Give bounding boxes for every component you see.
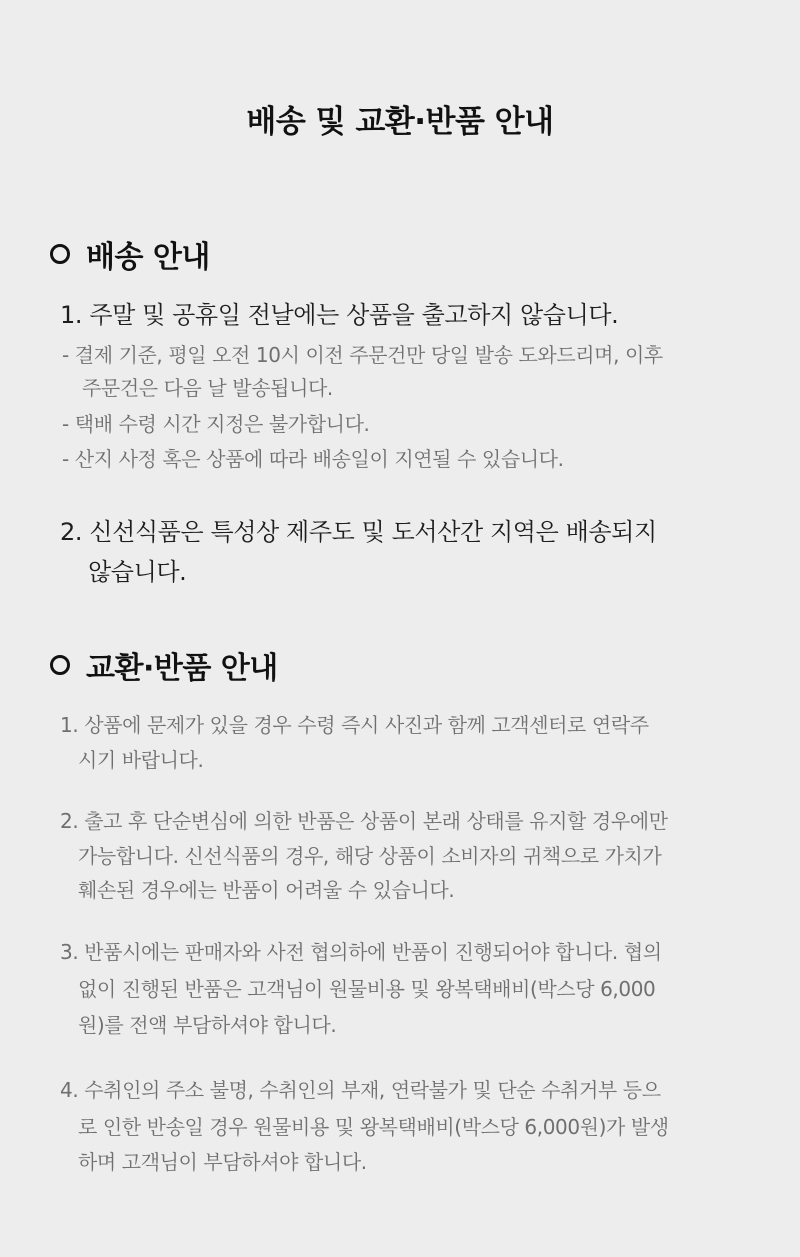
- exchange-item-3-cont-1: 없이 진행된 반품은 고객님이 원물비용 및 왕복택배비(박스당 6,000: [78, 977, 656, 1001]
- exchange-item-1: 1. 상품에 문제가 있을 경우 수령 즉시 사진과 함께 고객센터로 연락주: [60, 713, 649, 737]
- exchange-item-3: 3. 반품시에는 판매자와 사전 협의하에 반품이 진행되어야 합니다. 협의: [60, 940, 662, 964]
- exchange-item-4-cont-1: 로 인한 반송일 경우 원물비용 및 왕복택배비(박스당 6,000원)가 발생: [78, 1115, 669, 1139]
- shipping-note-3: - 산지 사정 혹은 상품에 따라 배송일이 지연될 수 있습니다.: [62, 447, 564, 471]
- shipping-heading-label: 배송 안내: [86, 240, 210, 275]
- exchange-heading-label: 교환·반품 안내: [86, 651, 278, 686]
- exchange-item-2: 2. 출고 후 단순변심에 의한 반품은 상품이 본래 상태를 유지할 경우에만: [60, 809, 668, 833]
- exchange-item-2-cont-2: 훼손된 경우에는 반품이 어려울 수 있습니다.: [78, 878, 455, 902]
- shipping-note-1: - 결제 기준, 평일 오전 10시 이전 주문건만 당일 발송 도와드리며, 이후: [62, 343, 663, 367]
- page-title: 배송 및 교환·반품 안내: [246, 104, 554, 140]
- exchange-item-3-cont-2: 원)를 전액 부담하셔야 합니다.: [78, 1013, 337, 1037]
- exchange-heading: [50, 643, 278, 687]
- shipping-note-2: - 택배 수령 시간 지정은 불가합니다.: [62, 412, 370, 436]
- exchange-item-4: 4. 수취인의 주소 불명, 수취인의 부재, 연락불가 및 단순 수취거부 등으: [60, 1078, 661, 1102]
- exchange-item-1-cont: 시기 바랍니다.: [78, 748, 204, 772]
- shipping-item-2-cont: 않습니다.: [88, 558, 187, 586]
- circle-bullet-icon: [50, 244, 70, 264]
- shipping-heading: [50, 232, 210, 276]
- shipping-note-1-cont: 주문건은 다음 날 발송됩니다.: [82, 376, 333, 400]
- exchange-item-4-cont-2: 하며 고객님이 부담하셔야 합니다.: [78, 1150, 367, 1174]
- shipping-item-1: 1. 주말 및 공휴일 전날에는 상품을 출고하지 않습니다.: [60, 301, 619, 329]
- shipping-item-2: 2. 신선식품은 특성상 제주도 및 도서산간 지역은 배송되지: [60, 518, 657, 546]
- exchange-item-2-cont-1: 가능합니다. 신선식품의 경우, 해당 상품이 소비자의 귀책으로 가치가: [78, 844, 662, 868]
- circle-bullet-icon: [50, 655, 70, 675]
